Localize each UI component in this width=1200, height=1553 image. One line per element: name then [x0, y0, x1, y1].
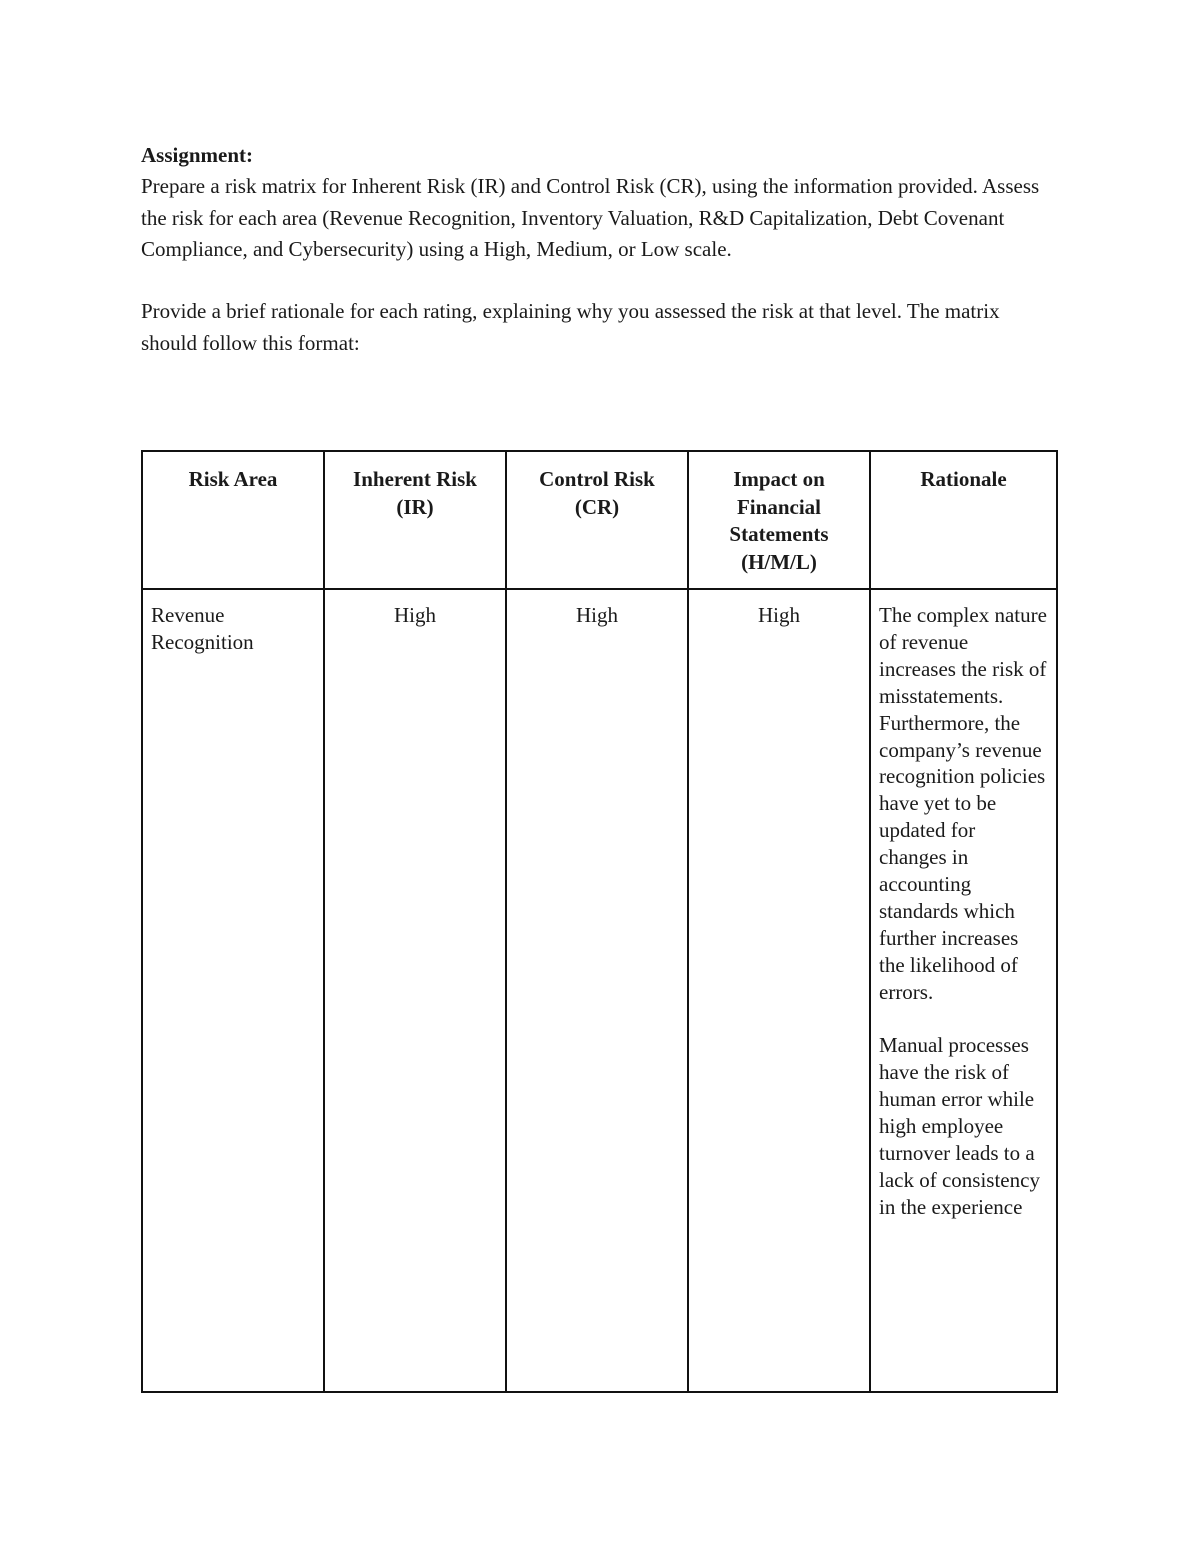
cell-risk-area: Revenue Recognition: [142, 589, 324, 1392]
header-control-risk: Control Risk (CR): [506, 451, 688, 589]
risk-matrix-table: [141, 450, 1058, 1393]
header-risk-area: Risk Area: [142, 451, 324, 589]
cell-control-risk: High: [506, 589, 688, 1392]
cell-rationale: [870, 589, 1057, 1392]
cell-inherent-risk: High: [324, 589, 506, 1392]
header-rationale: Rationale: [870, 451, 1057, 589]
table-header-row: [142, 451, 1057, 589]
assignment-format-note: Provide a brief rationale for each rating, explaining why you assessed the risk at that level. The matrix should follow this format:: [141, 299, 1005, 355]
cell-impact: High: [688, 589, 870, 1392]
rationale-paragraph: Manual processes have the risk of human error while high employee turnover leads to a lack of consistency in the experience: [879, 1033, 1046, 1219]
header-impact: Impact on Financial Statements (H/M/L): [688, 451, 870, 589]
rationale-paragraph: The complex nature of revenue increases the risk of misstatements. Furthermore, the company’s revenue recognition policies have yet to be updated for changes in accounting standards which further increases the likelihood of errors.: [879, 603, 1053, 1004]
header-inherent-risk: Inherent Risk (IR): [324, 451, 506, 589]
assignment-heading: Assignment:: [141, 143, 254, 167]
assignment-section: [141, 140, 1051, 359]
assignment-instructions: Prepare a risk matrix for Inherent Risk (IR) and Control Risk (CR), using the information provided. Assess the risk for each area (Revenue Recognition, Inventory Valuation, R&D Capitalization, Debt Covenant Compliance, and Cybersecurity) using a High, Medium, or Low scale.: [141, 174, 1045, 261]
table-row: [142, 589, 1057, 1392]
